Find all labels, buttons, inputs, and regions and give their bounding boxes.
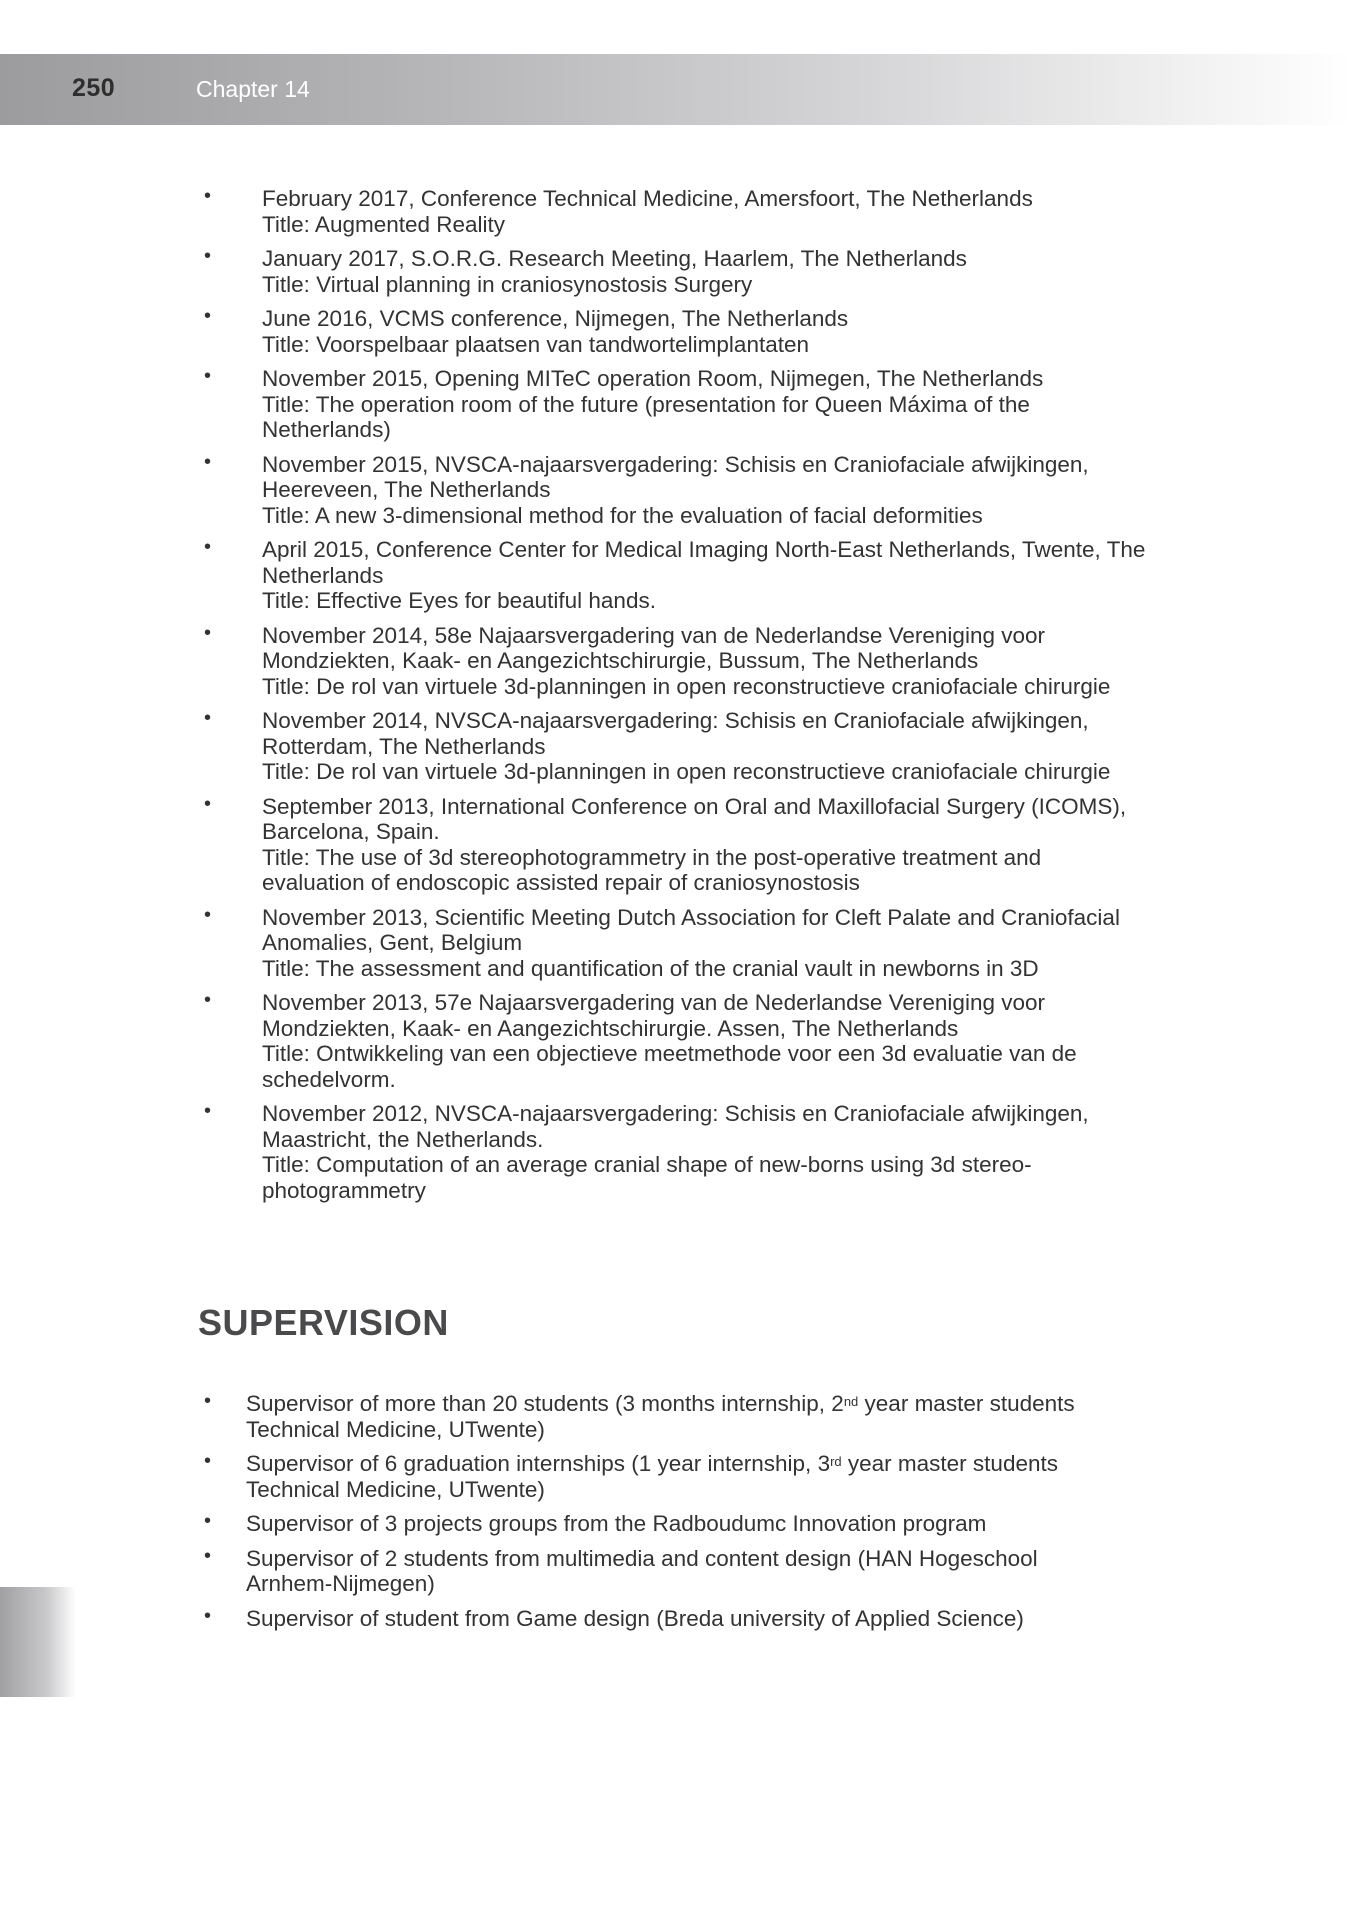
item-text-continued: Title: The operation room of the future (presentation for Queen Máxima of the xyxy=(262,391,1030,417)
list-item xyxy=(204,452,1194,529)
item-text: November 2012, NVSCA-najaarsvergadering: Schisis en Craniofaciale afwijkingen, xyxy=(262,1101,1089,1126)
item-text: November 2014, NVSCA-najaarsvergadering: Schisis en Craniofaciale afwijkingen, xyxy=(262,708,1089,733)
item-text-part: Supervisor of 3 projects groups from the Radboudumc Innovation program xyxy=(246,1511,987,1536)
item-text-continued: Mondziekten, Kaak- en Aangezichtschirurgie. Assen, The Netherlands xyxy=(262,1015,959,1041)
item-text-continued: Title: Virtual planning in craniosynostosis Surgery xyxy=(262,271,753,297)
item-text: November 2013, Scientific Meeting Dutch Association for Cleft Palate and Craniofacial xyxy=(262,904,1120,930)
item-text: November 2015, NVSCA-najaarsvergadering: Schisis en Craniofaciale afwijkingen, xyxy=(262,451,1089,477)
item-text-continued: Arnhem-Nijmegen) xyxy=(246,1571,435,1596)
item-text-continued: Mondziekten, Kaak- en Aangezichtschirurgie, Bussum, The Netherlands xyxy=(262,648,979,673)
item-text-continued: Netherlands) xyxy=(262,417,391,442)
item-text: January 2017, S.O.R.G. Research Meeting, Haarlem, The Netherlands xyxy=(262,246,967,271)
item-text-part: year master students xyxy=(858,1391,1075,1416)
item-text-continued: Title: A new 3-dimensional method for the evaluation of facial deformities xyxy=(262,502,983,528)
bullet-icon: • xyxy=(204,245,212,267)
list-item xyxy=(204,990,1194,1092)
item-text-continued: Title: Ontwikkeling van een objectieve meetmethode voor een 3d evaluatie van de xyxy=(262,1041,1077,1066)
item-text: February 2017, Conference Technical Medicine, Amersfoort, The Netherlands xyxy=(262,186,1033,211)
item-text-part: Supervisor of 6 graduation internships (1 year internship, 3 xyxy=(246,1451,831,1476)
item-text-continued: Title: Voorspelbaar plaatsen van tandwortelimplantaten xyxy=(262,331,809,357)
item-text-continued: Title: De rol van virtuele 3d-planningen in open reconstructieve craniofaciale chirurgie xyxy=(262,673,1111,699)
item-text xyxy=(246,1546,1194,1572)
item-text-continued: Heereveen, The Netherlands xyxy=(262,477,551,502)
list-item xyxy=(204,1391,1194,1442)
item-text-continued: Title: De rol van virtuele 3d-planningen in open reconstructieve craniofaciale chirurgie xyxy=(262,759,1111,784)
side-thumb-tab xyxy=(0,1587,76,1697)
bullet-icon: • xyxy=(204,1544,212,1567)
presentations-list xyxy=(204,186,1194,1212)
item-text-continued: Title: Augmented Reality xyxy=(262,211,506,237)
list-item xyxy=(204,246,1194,297)
item-text xyxy=(246,1451,1194,1477)
ordinal-suffix: nd xyxy=(843,1394,859,1409)
item-text-continued: schedelvorm. xyxy=(262,1066,396,1092)
item-text: April 2015, Conference Center for Medical Imaging North-East Netherlands, Twente, The xyxy=(262,537,1146,562)
bullet-icon: • xyxy=(204,903,212,926)
list-item xyxy=(204,537,1194,614)
supervision-list xyxy=(204,1391,1194,1640)
item-text: November 2015, Opening MITeC operation Room, Nijmegen, The Netherlands xyxy=(262,366,1044,391)
list-item xyxy=(204,1101,1194,1203)
item-text-continued: Netherlands xyxy=(262,562,384,588)
bullet-icon: • xyxy=(204,1510,212,1532)
item-text-continued: Technical Medicine, UTwente) xyxy=(246,1416,545,1442)
bullet-icon: • xyxy=(204,621,212,644)
item-text-continued: Title: Computation of an average cranial shape of new-borns using 3d stereo- xyxy=(262,1152,1032,1177)
item-text-continued: Barcelona, Spain. xyxy=(262,819,440,844)
item-text: November 2014, 58e Najaarsvergadering van de Nederlandse Vereniging voor xyxy=(262,622,1045,648)
item-text-continued: Title: Effective Eyes for beautiful hands. xyxy=(262,588,656,613)
bullet-icon: • xyxy=(204,792,212,815)
supervision-heading: SUPERVISION xyxy=(198,1302,449,1343)
bullet-icon: • xyxy=(204,1604,212,1627)
list-item xyxy=(204,1606,1194,1632)
item-text-continued: Anomalies, Gent, Belgium xyxy=(262,930,523,955)
item-text xyxy=(246,1511,1194,1537)
bullet-icon: • xyxy=(204,536,212,558)
bullet-icon: • xyxy=(204,185,212,207)
list-item xyxy=(204,794,1194,896)
page-number: 250 xyxy=(72,74,116,102)
item-text-part: year master students xyxy=(841,1451,1058,1476)
item-text-continued: Title: The use of 3d stereophotogrammetry in the post-operative treatment and xyxy=(262,844,1042,870)
item-text-part: Supervisor of more than 20 students (3 months internship, 2 xyxy=(246,1391,844,1416)
item-text-part: Supervisor of student from Game design (Breda university of Applied Science) xyxy=(246,1605,1024,1631)
list-item xyxy=(204,905,1194,982)
bullet-icon: • xyxy=(204,305,212,327)
bullet-icon: • xyxy=(204,707,212,729)
item-text xyxy=(246,1606,1194,1632)
item-text-continued: photogrammetry xyxy=(262,1177,426,1203)
list-item xyxy=(204,1451,1194,1502)
list-item xyxy=(204,186,1194,237)
item-text-continued: Technical Medicine, UTwente) xyxy=(246,1476,545,1502)
bullet-icon: • xyxy=(204,1100,212,1122)
item-text-continued: Rotterdam, The Netherlands xyxy=(262,733,546,759)
bullet-icon: • xyxy=(204,365,212,387)
item-text-continued: Maastricht, the Netherlands. xyxy=(262,1126,544,1152)
chapter-label: Chapter 14 xyxy=(196,76,310,102)
item-text: September 2013, International Conference on Oral and Maxillofacial Surgery (ICOMS), xyxy=(262,793,1127,819)
item-text xyxy=(246,1391,1194,1417)
item-text: November 2013, 57e Najaarsvergadering van de Nederlandse Vereniging voor xyxy=(262,990,1045,1015)
list-item xyxy=(204,708,1194,785)
bullet-icon: • xyxy=(204,1390,212,1412)
bullet-icon: • xyxy=(204,1450,212,1472)
list-item xyxy=(204,306,1194,357)
item-text-part: Supervisor of 2 students from multimedia and content design (HAN Hogeschool xyxy=(246,1545,1038,1571)
list-item xyxy=(204,623,1194,700)
bullet-icon: • xyxy=(204,450,212,473)
item-text: June 2016, VCMS conference, Nijmegen, The Netherlands xyxy=(262,306,849,331)
list-item xyxy=(204,366,1194,443)
item-text-continued: evaluation of endoscopic assisted repair of craniosynostosis xyxy=(262,870,860,895)
bullet-icon: • xyxy=(204,989,212,1011)
item-text-continued: Title: The assessment and quantification of the cranial vault in newborns in 3D xyxy=(262,955,1039,981)
list-item xyxy=(204,1511,1194,1537)
ordinal-suffix: rd xyxy=(830,1454,842,1469)
list-item xyxy=(204,1546,1194,1597)
